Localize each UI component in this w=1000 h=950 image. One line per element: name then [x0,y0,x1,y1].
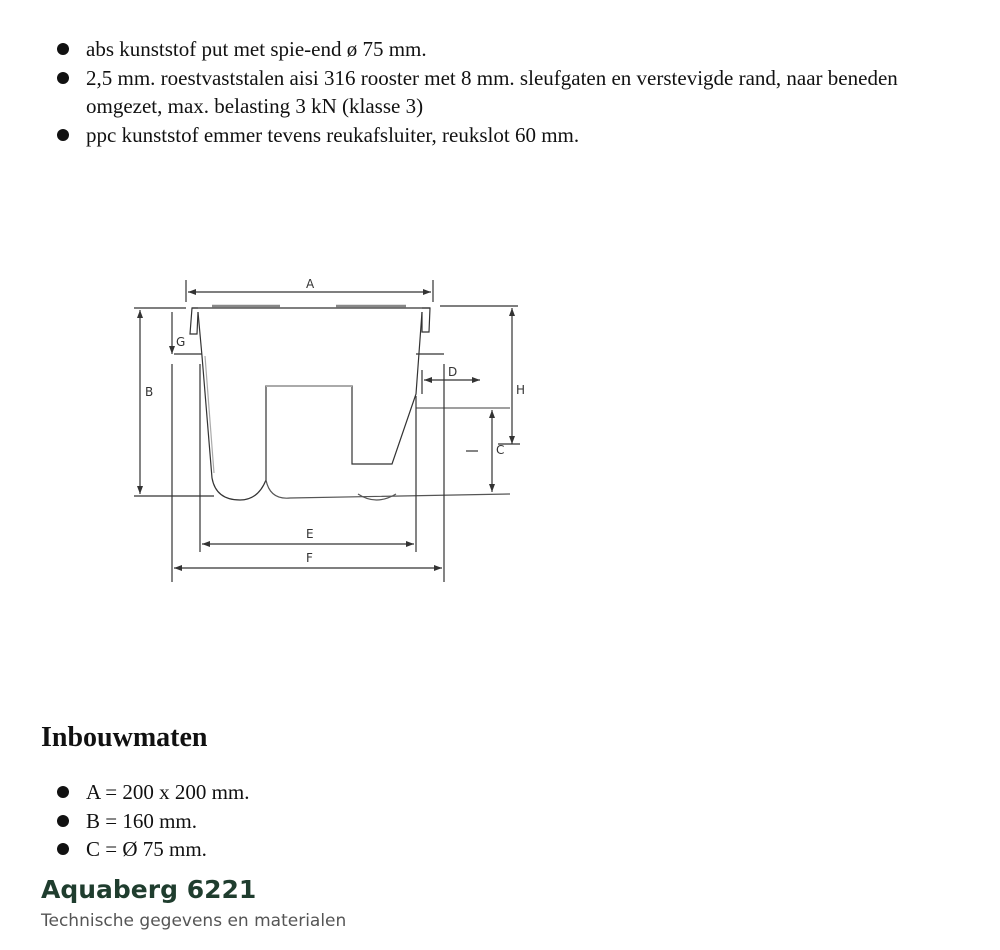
drain-body [198,312,422,500]
dimension-c [466,410,504,492]
bullet-icon [57,72,69,84]
dimension-e [200,364,416,552]
label-h: H [516,383,526,397]
spec-item [56,64,976,121]
dimension-item [56,835,656,864]
spec-text: ppc kunststof emmer tevens reukafsluiter, reukslot 60 mm. [86,122,580,147]
label-c: C [496,443,505,457]
label-a: A [306,277,315,291]
product-title: Aquaberg 6221 [41,875,257,904]
dimension-item [56,778,656,807]
dimension-text: B = 160 mm. [86,808,198,833]
dimension-d [422,365,480,394]
label-e: E [306,527,314,541]
spec-list [56,35,976,149]
bullet-icon [57,843,69,855]
bullet-icon [57,129,69,141]
spec-text: abs kunststof put met spie-end ø 75 mm. [86,37,427,61]
dimension-text: A = 200 x 200 mm. [86,780,250,804]
dimension-a [186,277,433,302]
section-heading: Inbouwmaten [41,722,208,753]
product-subtitle: Technische gegevens en materialen [41,911,347,931]
bullet-icon [57,815,69,827]
dimension-f [172,364,444,582]
grate-rim [190,306,430,334]
spec-item [56,35,976,64]
label-b: B [145,385,154,399]
dimensions-list [56,778,656,864]
technical-drawing [130,268,530,588]
bullet-icon [57,43,69,55]
label-g: G [176,335,186,349]
spec-item [56,121,976,150]
label-f: F [306,551,313,565]
label-d: D [448,365,458,379]
spec-text: 2,5 mm. roestvaststalen aisi 316 rooster met 8 mm. sleufgaten en verstevigde rand, naar beneden omgezet, max. belasting 3 kN (klasse 3) [86,65,898,118]
bullet-icon [57,786,69,798]
dimension-item [56,807,656,836]
dimension-text: C = Ø 75 mm. [86,837,207,861]
dimension-b [134,308,214,496]
dimension-g [169,312,185,354]
